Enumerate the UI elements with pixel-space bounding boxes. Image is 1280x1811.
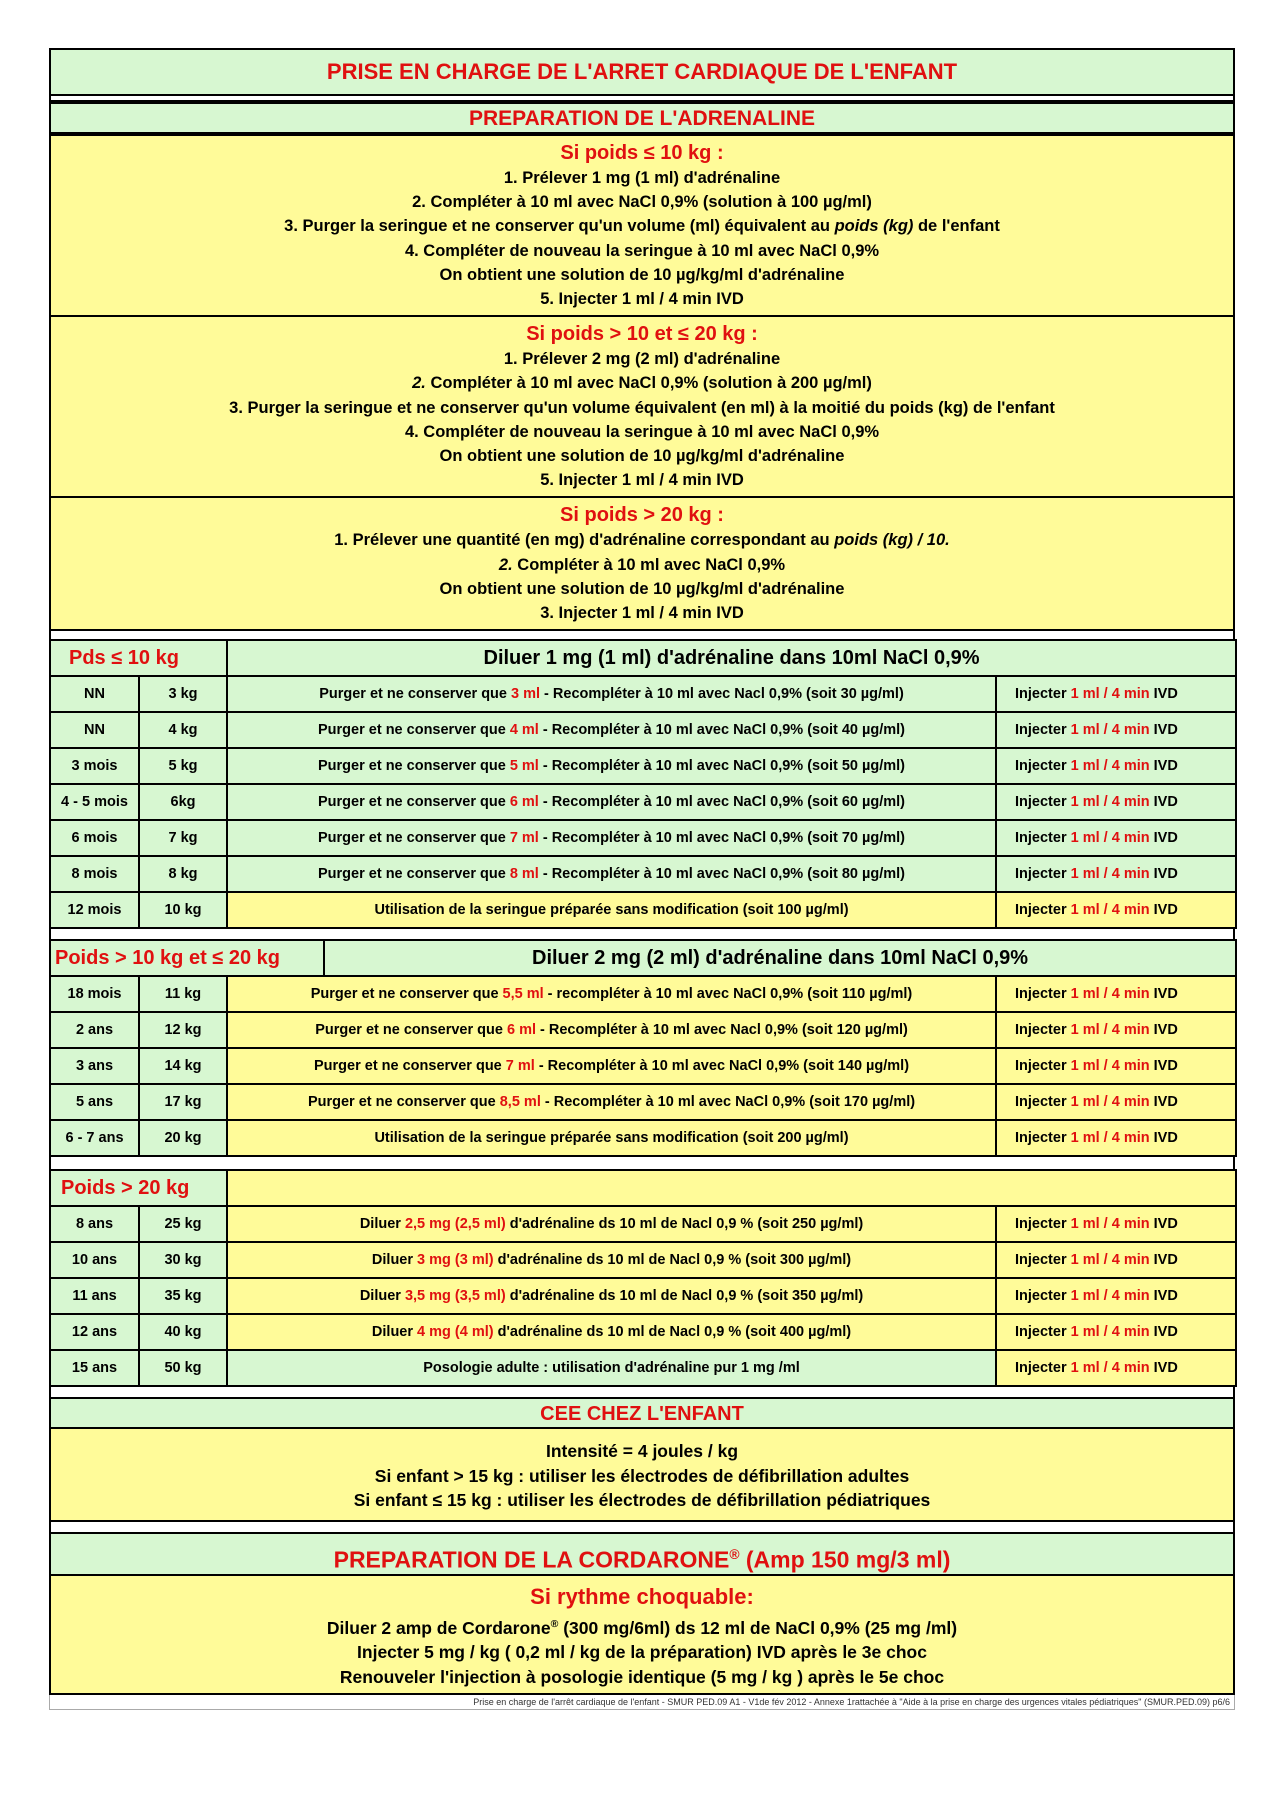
step: 2. Compléter à 10 ml avec NaCl 0,9% (solution à 100 µg/ml) [412, 193, 872, 212]
inject-dose: 1 ml / 4 min [1070, 794, 1150, 811]
inject-text: Injecter [1015, 1288, 1071, 1305]
weight-cell: 10 kg [139, 892, 227, 928]
volume-value: 3 ml [511, 686, 541, 703]
weight-cell: 12 kg [139, 1012, 227, 1048]
adrenaline-block-under-10kg [49, 134, 1235, 317]
instruction-text: Diluer [371, 1252, 418, 1269]
age-cell: 2 ans [50, 1012, 139, 1048]
inject-dose: 1 ml / 4 min [1070, 1022, 1150, 1039]
volume-value: 5,5 ml [502, 986, 544, 1003]
step [51, 553, 1233, 577]
step: 3. Injecter 1 ml / 4 min IVD [540, 604, 744, 623]
age-cell: 15 ans [50, 1350, 139, 1386]
instruction-cell [227, 1314, 996, 1350]
instruction-cell [227, 1120, 996, 1156]
inject-cell [996, 1120, 1236, 1156]
instruction-text: Purger et ne conserver que [319, 686, 512, 703]
inject-cell [996, 892, 1236, 928]
cordarone-subtitle: Si rythme choquable: [530, 1584, 754, 1610]
inject-text: Injecter [1015, 1252, 1071, 1269]
inject-dose: 1 ml / 4 min [1070, 1360, 1150, 1377]
spacer [49, 1522, 1235, 1532]
inject-cell [996, 1350, 1236, 1386]
age-cell: 3 mois [50, 748, 139, 784]
page-footer: Prise en charge de l'arrêt cardiaque de l'enfant - SMUR PED.09 A1 - V1de fév 2012 - Annexe 1rattachée à "Aide à la prise en charge des urgences vitales pédiatriques" (SMUR.PED.09) p6/6 [49, 1695, 1235, 1710]
inject-dose: 1 ml / 4 min [1070, 902, 1150, 919]
inject-dose: 1 ml / 4 min [1070, 1058, 1150, 1075]
page-title: PRISE EN CHARGE DE L'ARRET CARDIAQUE DE L'ENFANT [49, 48, 1235, 96]
inject-dose: 1 ml / 4 min [1070, 1288, 1150, 1305]
weight-cell: 30 kg [139, 1242, 227, 1278]
table-row [50, 820, 1236, 856]
spacer [49, 1157, 1235, 1169]
table-row [50, 1048, 1236, 1084]
cee-line: Si enfant ≤ 15 kg : utiliser les électrodes de défibrillation pédiatriques [353, 1489, 931, 1510]
inject-dose: 1 ml / 4 min [1070, 1216, 1150, 1233]
inject-dose: 1 ml / 4 min [1070, 1252, 1150, 1269]
weight-cell: 35 kg [139, 1278, 227, 1314]
step-text: 3. Purger la seringue et ne conserver qu'un volume (ml) équivalent au [284, 217, 835, 236]
block-title: Si poids > 10 et ≤ 20 kg : [526, 323, 758, 346]
instruction-cell [227, 1012, 996, 1048]
step-text: de l'enfant [913, 217, 1000, 236]
age-cell: 6 - 7 ans [50, 1120, 139, 1156]
inject-cell [996, 1206, 1236, 1242]
instruction-cell [227, 1278, 996, 1314]
step: On obtient une solution de 10 µg/kg/ml d'adrénaline [439, 265, 845, 284]
weight-cell: 8 kg [139, 856, 227, 892]
instruction-text: d'adrénaline ds 10 ml de Nacl 0,9 % (soit 400 µg/ml) [493, 1324, 852, 1341]
volume-value: 6 ml [506, 1022, 536, 1039]
spacer [49, 631, 1235, 639]
inject-dose: 1 ml / 4 min [1070, 758, 1150, 775]
instruction-text: - Recompléter à 10 ml avec NaCl 0,9% (soit 70 µg/ml) [538, 830, 905, 847]
step: 4. Compléter de nouveau la seringue à 10 ml avec NaCl 0,9% [404, 241, 880, 260]
volume-value: 4 ml [509, 722, 539, 739]
cordarone-line: Renouveler l'injection à posologie identique (5 mg / kg ) après le 5e choc [339, 1666, 945, 1687]
inject-cell [996, 712, 1236, 748]
inject-text: IVD [1149, 794, 1178, 811]
heading-text: PREPARATION DE LA CORDARONE [333, 1546, 730, 1573]
inject-text: Injecter [1015, 1324, 1071, 1341]
instruction-text: - Recompléter à 10 ml avec NaCl 0,9% (soit 170 µg/ml) [540, 1094, 916, 1111]
adrenaline-heading: PREPARATION DE L'ADRENALINE [49, 102, 1235, 134]
registered-mark: ® [550, 1618, 559, 1631]
age-cell: 8 ans [50, 1206, 139, 1242]
instruction-cell [227, 784, 996, 820]
step-text: 1. Prélever une quantité (en mg) d'adrénaline correspondant au [334, 531, 835, 550]
step: 5. Injecter 1 ml / 4 min IVD [540, 471, 744, 490]
instruction-text: - Recompléter à 10 ml avec NaCl 0,9% (soit 50 µg/ml) [538, 758, 905, 775]
step-emphasis: poids (kg) / 10. [834, 531, 950, 550]
table-row [50, 1242, 1236, 1278]
inject-text: Injecter [1015, 1058, 1071, 1075]
table-row [50, 748, 1236, 784]
instruction-text: - Recompléter à 10 ml avec Nacl 0,9% (soit 120 µg/ml) [536, 1022, 908, 1039]
instruction-text: Diluer [359, 1288, 405, 1305]
instruction-cell [227, 1084, 996, 1120]
instruction-text: Purger et ne conserver que [307, 1094, 500, 1111]
instruction-text: - recompléter à 10 ml avec NaCl 0,9% (soit 110 µg/ml) [543, 986, 913, 1003]
table-row [50, 1314, 1236, 1350]
inject-text: IVD [1149, 1058, 1178, 1075]
adrenaline-block-10-20kg [49, 317, 1235, 498]
spacer [49, 1387, 1235, 1397]
spacer [49, 929, 1235, 939]
inject-text: IVD [1149, 1094, 1178, 1111]
step-emphasis: poids (kg) [834, 217, 914, 236]
table-title-empty [227, 1170, 1236, 1206]
inject-text: Injecter [1015, 1216, 1071, 1233]
age-cell: 6 mois [50, 820, 139, 856]
step [51, 528, 1233, 552]
step [51, 214, 1233, 238]
protocol-sheet [49, 48, 1235, 1710]
step-text: Compléter à 10 ml avec NaCl 0,9% (solution à 200 µg/ml) [425, 374, 872, 393]
inject-dose: 1 ml / 4 min [1070, 722, 1150, 739]
step: 1. Prélever 2 mg (2 ml) d'adrénaline [503, 350, 781, 369]
volume-value: 2,5 mg (2,5 ml) [404, 1216, 506, 1233]
cee-line: Intensité = 4 joules / kg [545, 1441, 739, 1462]
cordarone-body [49, 1576, 1235, 1695]
table-body [50, 976, 1236, 1156]
weight-cell: 20 kg [139, 1120, 227, 1156]
step-number: 2. [412, 374, 426, 393]
inject-text: Injecter [1015, 830, 1071, 847]
volume-value: 4 mg (4 ml) [417, 1324, 494, 1341]
inject-text: Injecter [1015, 986, 1071, 1003]
instruction-text: Diluer [371, 1324, 418, 1341]
cordarone-line: Injecter 5 mg / kg ( 0,2 ml / kg de la préparation) IVD après le 3e choc [357, 1642, 927, 1663]
age-cell: NN [50, 676, 139, 712]
cee-heading: CEE CHEZ L'ENFANT [49, 1397, 1235, 1429]
inject-text: IVD [1149, 830, 1178, 847]
table-label: Poids > 20 kg [50, 1170, 227, 1206]
inject-text: IVD [1149, 686, 1178, 703]
instruction-text: Utilisation de la seringue préparée sans modification (soit 100 µg/ml) [374, 902, 849, 919]
weight-cell: 50 kg [139, 1350, 227, 1386]
volume-value: 7 ml [509, 830, 539, 847]
step [51, 371, 1233, 395]
cee-line: Si enfant > 15 kg : utiliser les électrodes de défibrillation adultes [374, 1465, 910, 1486]
instruction-text: Diluer [359, 1216, 405, 1233]
instruction-text: - Recompléter à 10 ml avec NaCl 0,9% (soit 140 µg/ml) [534, 1058, 910, 1075]
table-row [50, 976, 1236, 1012]
instruction-text: Purger et ne conserver que [318, 830, 510, 847]
step: On obtient une solution de 10 µg/kg/ml d'adrénaline [439, 447, 845, 466]
instruction-text: Purger et ne conserver que [318, 758, 510, 775]
inject-text: Injecter [1015, 866, 1071, 883]
table-row [50, 1350, 1236, 1386]
instruction-text: Purger et ne conserver que [315, 1022, 507, 1039]
inject-cell [996, 1242, 1236, 1278]
table-row [50, 1084, 1236, 1120]
inject-text: IVD [1149, 902, 1178, 919]
inject-text: Injecter [1015, 758, 1071, 775]
inject-cell [996, 1084, 1236, 1120]
dose-table-10-20kg [49, 939, 1237, 1157]
inject-cell [996, 1314, 1236, 1350]
step: 4. Compléter de nouveau la seringue à 10 ml avec NaCl 0,9% [404, 422, 880, 441]
weight-cell: 40 kg [139, 1314, 227, 1350]
instruction-cell [227, 856, 996, 892]
inject-dose: 1 ml / 4 min [1070, 1130, 1150, 1147]
instruction-text: - Recompléter à 10 ml avec NaCl 0,9% (soit 40 µg/ml) [538, 722, 905, 739]
inject-text: IVD [1149, 758, 1178, 775]
table-row [50, 1120, 1236, 1156]
step: 1. Prélever 1 mg (1 ml) d'adrénaline [503, 169, 781, 187]
weight-cell: 25 kg [139, 1206, 227, 1242]
inject-dose: 1 ml / 4 min [1070, 1324, 1150, 1341]
inject-text: Injecter [1015, 1094, 1071, 1111]
cordarone-heading [49, 1532, 1235, 1576]
instruction-cell [227, 676, 996, 712]
table-row [50, 784, 1236, 820]
inject-cell [996, 676, 1236, 712]
inject-text: Injecter [1015, 794, 1071, 811]
inject-text: IVD [1149, 1216, 1178, 1233]
dose-table-over-20kg [49, 1169, 1237, 1387]
instruction-text: Purger et ne conserver que [310, 986, 503, 1003]
table-title: Diluer 1 mg (1 ml) d'adrénaline dans 10ml NaCl 0,9% [227, 640, 1236, 676]
step: On obtient une solution de 10 µg/kg/ml d'adrénaline [439, 579, 845, 598]
instruction-cell [227, 1206, 996, 1242]
instruction-text: Purger et ne conserver que [318, 866, 510, 883]
inject-dose: 1 ml / 4 min [1070, 686, 1150, 703]
inject-cell [996, 820, 1236, 856]
table-row [50, 856, 1236, 892]
instruction-cell [227, 1242, 996, 1278]
instruction-cell [227, 820, 996, 856]
instruction-text: - Recompléter à 10 ml avec Nacl 0,9% (soit 30 µg/ml) [540, 686, 904, 703]
inject-dose: 1 ml / 4 min [1070, 866, 1150, 883]
instruction-text: - Recompléter à 10 ml avec NaCl 0,9% (soit 60 µg/ml) [538, 794, 905, 811]
age-cell: 4 - 5 mois [50, 784, 139, 820]
table-row [50, 1206, 1236, 1242]
adrenaline-block-over-20kg [49, 498, 1235, 631]
step: 3. Purger la seringue et ne conserver qu'un volume équivalent (en ml) à la moitié du poids (kg) de l'enfant [229, 398, 1055, 417]
table-body [50, 1206, 1236, 1386]
inject-text: Injecter [1015, 1130, 1071, 1147]
inject-text: Injecter [1015, 1022, 1071, 1039]
inject-text: IVD [1149, 1130, 1178, 1147]
instruction-cell [227, 1048, 996, 1084]
line-text: (300 mg/6ml) ds 12 ml de NaCl 0,9% (25 mg /ml) [558, 1617, 958, 1638]
step-text: Compléter à 10 ml avec NaCl 0,9% [512, 555, 786, 574]
age-cell: 18 mois [50, 976, 139, 1012]
age-cell: 10 ans [50, 1242, 139, 1278]
table-row [50, 712, 1236, 748]
inject-dose: 1 ml / 4 min [1070, 986, 1150, 1003]
inject-text: IVD [1149, 1022, 1178, 1039]
instruction-text: - Recompléter à 10 ml avec NaCl 0,9% (soit 80 µg/ml) [538, 866, 905, 883]
instruction-text: Posologie adulte : utilisation d'adrénaline pur 1 mg /ml [423, 1360, 800, 1377]
inject-dose: 1 ml / 4 min [1070, 1094, 1150, 1111]
inject-cell [996, 856, 1236, 892]
instruction-text: Utilisation de la seringue préparée sans modification (soit 200 µg/ml) [374, 1130, 849, 1147]
inject-text: IVD [1149, 1288, 1178, 1305]
instruction-text: Purger et ne conserver que [318, 722, 510, 739]
age-cell: 5 ans [50, 1084, 139, 1120]
inject-cell [996, 1048, 1236, 1084]
inject-text: Injecter [1015, 902, 1071, 919]
age-cell: 12 mois [50, 892, 139, 928]
table-row [50, 1278, 1236, 1314]
table-label: Poids > 10 kg et ≤ 20 kg [50, 940, 324, 976]
table-row [50, 892, 1236, 928]
age-cell: 11 ans [50, 1278, 139, 1314]
inject-text: IVD [1149, 866, 1178, 883]
weight-cell: 5 kg [139, 748, 227, 784]
volume-value: 5 ml [509, 758, 539, 775]
instruction-text: d'adrénaline ds 10 ml de Nacl 0,9 % (soit 250 µg/ml) [505, 1216, 864, 1233]
registered-mark: ® [729, 1547, 740, 1563]
inject-cell [996, 748, 1236, 784]
instruction-cell [227, 712, 996, 748]
instruction-cell [227, 748, 996, 784]
inject-text: Injecter [1015, 686, 1071, 703]
inject-cell [996, 784, 1236, 820]
weight-cell: 17 kg [139, 1084, 227, 1120]
weight-cell: 6kg [139, 784, 227, 820]
volume-value: 7 ml [505, 1058, 535, 1075]
weight-cell: 14 kg [139, 1048, 227, 1084]
inject-text: IVD [1149, 1252, 1178, 1269]
instruction-cell [227, 1350, 996, 1386]
cee-body [49, 1429, 1235, 1522]
inject-text: IVD [1149, 722, 1178, 739]
weight-cell: 4 kg [139, 712, 227, 748]
volume-value: 8,5 ml [499, 1094, 541, 1111]
step-number: 2. [498, 555, 513, 574]
weight-cell: 3 kg [139, 676, 227, 712]
inject-text: Injecter [1015, 722, 1071, 739]
volume-value: 6 ml [509, 794, 539, 811]
heading-text: (Amp 150 mg/3 ml) [739, 1546, 951, 1573]
age-cell: 8 mois [50, 856, 139, 892]
table-title: Diluer 2 mg (2 ml) d'adrénaline dans 10ml NaCl 0,9% [324, 940, 1236, 976]
volume-value: 3,5 mg (3,5 ml) [404, 1288, 506, 1305]
weight-cell: 11 kg [139, 976, 227, 1012]
instruction-text: d'adrénaline ds 10 ml de Nacl 0,9 % (soit 300 µg/ml) [493, 1252, 852, 1269]
instruction-cell [227, 976, 996, 1012]
table-label: Pds ≤ 10 kg [50, 640, 227, 676]
inject-text: IVD [1149, 986, 1178, 1003]
volume-value: 8 ml [509, 866, 539, 883]
volume-value: 3 mg (3 ml) [417, 1252, 494, 1269]
cordarone-line [51, 1612, 1233, 1640]
instruction-text: d'adrénaline ds 10 ml de Nacl 0,9 % (soit 350 µg/ml) [505, 1288, 864, 1305]
inject-cell [996, 1278, 1236, 1314]
table-row [50, 676, 1236, 712]
block-title: Si poids > 20 kg : [560, 504, 724, 527]
inject-text: Injecter [1015, 1360, 1071, 1377]
line-text: Diluer 2 amp de Cordarone [326, 1617, 551, 1638]
inject-cell [996, 1012, 1236, 1048]
inject-text: IVD [1149, 1324, 1178, 1341]
weight-cell: 7 kg [139, 820, 227, 856]
step: 5. Injecter 1 ml / 4 min IVD [540, 290, 744, 309]
instruction-text: Purger et ne conserver que [318, 794, 510, 811]
table-body [50, 676, 1236, 928]
age-cell: NN [50, 712, 139, 748]
block-title: Si poids ≤ 10 kg : [560, 142, 724, 164]
instruction-text: Purger et ne conserver que [313, 1058, 506, 1075]
instruction-cell [227, 892, 996, 928]
table-row [50, 1012, 1236, 1048]
dose-table-under-10kg [49, 639, 1237, 929]
inject-cell [996, 976, 1236, 1012]
inject-dose: 1 ml / 4 min [1070, 830, 1150, 847]
age-cell: 12 ans [50, 1314, 139, 1350]
age-cell: 3 ans [50, 1048, 139, 1084]
inject-text: IVD [1149, 1360, 1178, 1377]
